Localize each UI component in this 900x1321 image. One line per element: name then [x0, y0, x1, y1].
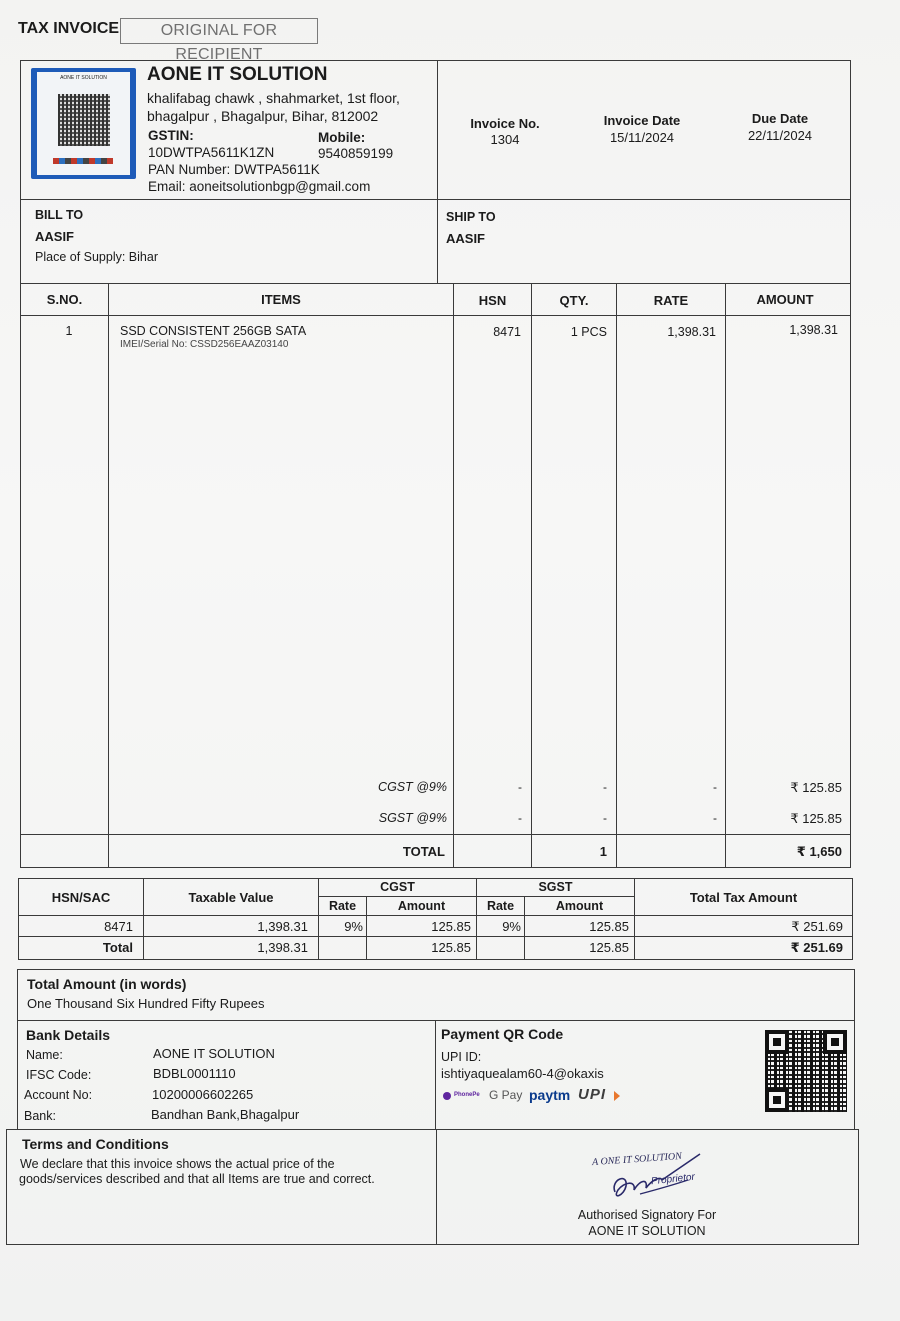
signature-role: Proprietor: [650, 1171, 696, 1188]
device-icons: [53, 158, 113, 164]
seller-address-1: khalifabag chawk , shahmarket, 1st floor,: [147, 90, 400, 106]
bank-name-label: Name:: [26, 1048, 63, 1062]
item-sno: 1: [65, 324, 73, 338]
tax-col-sgst-rate: Rate: [486, 899, 515, 913]
tax-col-total: Total Tax Amount: [689, 890, 798, 905]
sgst-label: SGST @9%: [378, 811, 447, 825]
sgst-hsn: -: [518, 811, 522, 825]
invoice-date: 15/11/2024: [609, 130, 675, 145]
cgst-label: CGST @9%: [378, 780, 447, 794]
gpay-label: G Pay: [489, 1088, 523, 1102]
tax-total-cgst: 125.85: [431, 940, 471, 955]
tax-col-sgst-amount: Amount: [555, 899, 604, 913]
document-type: TAX INVOICE: [18, 20, 120, 37]
mobile-label: Mobile:: [318, 130, 366, 145]
col-hsn: HSN: [478, 293, 507, 308]
col-items: ITEMS: [261, 292, 301, 307]
sgst-amount: ₹ 125.85: [790, 811, 842, 826]
pan-number: PAN Number: DWTPA5611K: [148, 162, 320, 177]
seller-name: AONE IT SOLUTION: [147, 64, 328, 85]
seller-address-2: bhagalpur , Bhagalpur, Bihar, 812002: [147, 108, 379, 124]
upi-id: ishtiyaquealam60-4@okaxis: [441, 1066, 604, 1081]
tax-row-total: ₹ 251.69: [791, 919, 843, 934]
tax-col-cgst-rate: Rate: [328, 899, 357, 913]
item-name: SSD CONSISTENT 256GB SATA: [120, 324, 307, 338]
seller-email: Email: aoneitsolutionbgp@gmail.com: [148, 179, 371, 194]
logo-qr-icon: [58, 94, 110, 146]
tax-total-label: Total: [102, 940, 133, 955]
item-amount: 1,398.31: [789, 323, 838, 337]
tax-total-taxable: 1,398.31: [257, 940, 308, 955]
upi-arrow-icon: [614, 1091, 620, 1101]
tax-col-taxable: Taxable Value: [188, 890, 274, 905]
amount-words-label: Total Amount (in words): [27, 976, 187, 992]
qr-finder-icon: [765, 1030, 789, 1054]
tax-col-cgst: CGST: [380, 880, 415, 894]
mobile-value: 9540859199: [318, 146, 394, 161]
due-date: 22/11/2024: [747, 128, 813, 143]
upi-logo: UPI: [578, 1086, 607, 1103]
qr-finder-icon: [823, 1030, 847, 1054]
tax-row-cgst-amount: 125.85: [431, 919, 471, 934]
invoice-no: 1304: [490, 132, 520, 147]
invoice-no-label: Invoice No.: [470, 116, 540, 131]
cgst-qty: -: [603, 780, 607, 794]
sgst-rate: -: [713, 811, 717, 825]
tax-col-cgst-amount: Amount: [397, 899, 446, 913]
terms-title: Terms and Conditions: [22, 1136, 169, 1152]
place-of-supply: Place of Supply: Bihar: [35, 250, 158, 264]
signature-stamp: A ONE IT SOLUTION: [591, 1150, 683, 1169]
cgst-rate: -: [713, 780, 717, 794]
cgst-hsn: -: [518, 780, 522, 794]
tax-row-sgst-amount: 125.85: [589, 919, 629, 934]
tax-col-sgst: SGST: [538, 880, 573, 894]
bank-details-title: Bank Details: [26, 1027, 111, 1043]
total-label: TOTAL: [402, 844, 445, 859]
upi-label: UPI ID:: [441, 1050, 482, 1064]
ifsc-label: IFSC Code:: [26, 1068, 92, 1082]
item-serial: IMEI/Serial No: CSSD256EAAZ03140: [120, 339, 289, 350]
col-qty: QTY.: [559, 293, 589, 308]
amount-bank-box: [17, 969, 855, 1130]
amount-words-value: One Thousand Six Hundred Fifty Rupees: [27, 996, 265, 1011]
total-qty: 1: [599, 844, 607, 859]
account-no-label: Account No:: [24, 1088, 93, 1102]
tax-row-taxable: 1,398.31: [257, 919, 308, 934]
col-amount: AMOUNT: [756, 292, 814, 307]
tax-row-cgst-rate: 9%: [344, 919, 363, 934]
col-sno: S.NO.: [46, 292, 83, 307]
item-rate: 1,398.31: [667, 325, 716, 339]
terms-line-2: goods/services described and that all Items are true and correct.: [19, 1172, 375, 1186]
tax-col-hsn: HSN/SAC: [51, 890, 111, 905]
gstin-value: 10DWTPA5611K1ZN: [148, 145, 275, 160]
signatory-company: AONE IT SOLUTION: [588, 1224, 706, 1238]
account-no-value: 10200006602265: [152, 1087, 254, 1102]
invoice-date-label: Invoice Date: [603, 113, 681, 128]
company-logo: AONE IT SOLUTION: [31, 68, 136, 179]
ifsc-value: BDBL0001110: [153, 1066, 236, 1081]
bank-value: Bandhan Bank,Bhagalpur: [151, 1107, 300, 1122]
payment-qr-title: Payment QR Code: [441, 1026, 564, 1042]
sgst-qty: -: [603, 811, 607, 825]
due-date-label: Due Date: [751, 111, 809, 126]
bank-label: Bank:: [24, 1109, 56, 1123]
paytm-label: paytm: [529, 1087, 571, 1103]
bank-account-name: AONE IT SOLUTION: [153, 1046, 275, 1061]
bill-to-name: AASIF: [35, 229, 74, 244]
tax-total-sgst: 125.85: [589, 940, 629, 955]
copy-label: ORIGINAL FOR RECIPIENT: [120, 18, 318, 44]
phonepe-label: PhonePe: [454, 1092, 480, 1098]
terms-line-1: We declare that this invoice shows the actual price of the: [20, 1157, 335, 1171]
ship-to-name: AASIF: [446, 231, 485, 246]
total-amount: ₹ 1,650: [796, 844, 842, 859]
tax-total-amount: ₹ 251.69: [790, 940, 843, 955]
gstin-label: GSTIN:: [148, 128, 194, 143]
cgst-amount: ₹ 125.85: [790, 780, 842, 795]
payment-qr-code: [765, 1030, 847, 1112]
bill-to-label: BILL TO: [35, 208, 84, 222]
item-qty: 1 PCS: [570, 325, 607, 339]
item-hsn: 8471: [493, 325, 521, 339]
authorised-signatory-label: Authorised Signatory For: [577, 1208, 717, 1222]
col-rate: RATE: [653, 293, 689, 308]
phonepe-icon: [443, 1092, 451, 1100]
tax-row-sgst-rate: 9%: [502, 919, 521, 934]
ship-to-label: SHIP TO: [446, 210, 496, 224]
qr-finder-icon: [765, 1088, 789, 1112]
tax-row-hsn: 8471: [104, 919, 133, 934]
